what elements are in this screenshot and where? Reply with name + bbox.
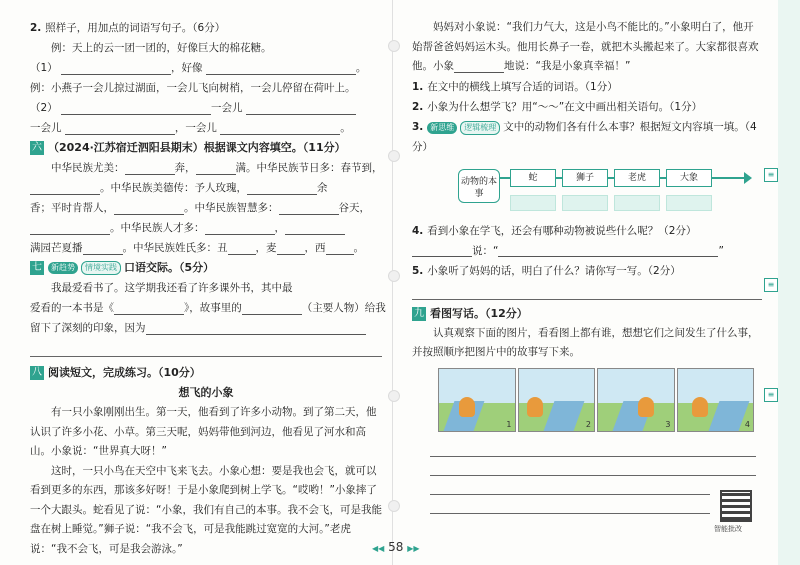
animal-lion: 狮子 <box>562 169 608 187</box>
section-number: 七 <box>32 262 42 273</box>
badge-new-thinking: 新思维 <box>427 122 457 134</box>
section-title: （2024·江苏宿迁泗阳县期末）根据课文内容填空。（11分） <box>48 141 346 154</box>
section-title: 口语交际。（5分） <box>124 261 215 274</box>
question-2: 2. 小象为什么想学飞？用“～～”在文中画出相关语句。（1分） <box>412 100 703 113</box>
question-4: 4. 看到小象在学飞，还会有哪种动物被说些什么呢？（2分） <box>412 224 697 237</box>
question-text: 文中的动物们各有什么本事？根据短文内容填一填。（4分） <box>412 120 757 153</box>
q2-title: 照样子，用加点的词语写句子。（6分） <box>45 22 226 34</box>
item-2-cont <box>30 118 382 138</box>
text: 中华民族尤美： <box>51 162 125 174</box>
example-1: 例：天上的云一团一团的，好像巨大的棉花糖。 <box>51 42 272 54</box>
ability-answer-box[interactable] <box>614 195 660 211</box>
picture-story-panels <box>438 368 754 430</box>
answer-blank[interactable] <box>61 62 171 75</box>
section-number: 八 <box>32 367 42 378</box>
writing-line[interactable] <box>430 495 710 514</box>
arrow-right-icon <box>744 172 752 184</box>
badge-scenario: 情境实践 <box>81 261 121 275</box>
sec6-line <box>30 238 382 258</box>
binding-hole <box>388 500 400 512</box>
panel-number: 2 <box>585 420 591 429</box>
item-1-mid: ，好像 <box>171 62 203 74</box>
writing-line[interactable] <box>430 476 710 495</box>
answer-blank[interactable] <box>65 122 175 135</box>
answer-blank[interactable] <box>412 244 472 257</box>
side-tab[interactable]: ≡ <box>764 278 778 292</box>
text: 》，故事里的 <box>184 302 242 314</box>
badge-new-trend: 新趋势 <box>48 262 78 274</box>
answer-blank[interactable] <box>30 182 100 195</box>
question-5: 5. 小象听了妈妈的话，明白了什么？请你写一写。（2分） <box>412 264 681 277</box>
answer-blank[interactable] <box>242 302 302 315</box>
text: 妈妈对小象说：“我们力气大，这是小鸟不能比的。”小象明白了，他开始帮爸爸妈妈运木头。他用长鼻子一卷，就把木头搬起来了。大家都很喜欢他。小象 <box>412 21 759 72</box>
text: 香；平时肯帮人， <box>30 202 114 214</box>
question-text: 小象为什么想学飞？用“～～”在文中画出相关语句。（1分） <box>427 100 703 113</box>
answer-blank[interactable] <box>277 242 305 255</box>
answer-blank[interactable] <box>326 242 354 255</box>
binding-hole <box>388 150 400 162</box>
text: 爱看的一本书是《 <box>30 302 114 314</box>
story-paragraph: 有一只小象刚刚出生。第一天，他看到了许多小动物。到了第二天，他认识了许多小花、小草。第三天呢，妈妈带他到河边，他看见了河水和高山。小象说：“世界真大呀！” <box>30 406 377 457</box>
text: ” <box>718 244 724 257</box>
answer-blank[interactable] <box>279 202 339 215</box>
story-paragraph <box>412 18 762 77</box>
section-number: 六 <box>32 142 42 153</box>
text: 说：“ <box>472 244 499 257</box>
binding-hole <box>388 390 400 402</box>
story-paragraph: 这时，一只小鸟在天空中飞来飞去。小象心想：要是我也会飞，就可以看到更多的东西，那该多好呀！于是小象爬到树上学飞。“哎哟！”小象摔了一个大跟头。蛇看见了说：“小象，我们有自己的本事。我不会飞，可是我能盘在树上睡觉。”狮子说：“我不会飞，可是我能跳过宽宽的大河。”老虎说：“我不会飞，可是我会游泳。” <box>30 464 382 555</box>
binding-hole <box>388 40 400 52</box>
section-7-header <box>30 258 382 278</box>
animal-snake: 蛇 <box>510 169 556 187</box>
question-1: 1. 在文中的横线上填写合适的词语。（1分） <box>412 80 618 93</box>
section-title: 看图写话。（12分） <box>430 306 528 320</box>
text: 地说：“我是小象真幸福！” <box>504 60 631 72</box>
picture-panel <box>597 368 675 432</box>
text: ， <box>274 222 285 234</box>
next-arrow-icon: ▶▶ <box>407 544 420 553</box>
item-2 <box>30 98 382 118</box>
text: ，西 <box>304 242 326 254</box>
sec6-line <box>30 178 382 198</box>
squirrel-icon <box>459 397 475 417</box>
writing-line[interactable] <box>430 438 756 457</box>
answer-blank[interactable] <box>246 102 356 115</box>
sec6-line <box>30 218 382 238</box>
page-footer <box>372 540 420 554</box>
answer-line[interactable] <box>412 281 762 300</box>
sec7-line <box>30 298 386 318</box>
ability-answer-box[interactable] <box>562 195 608 211</box>
squirrel-icon <box>638 397 654 417</box>
ability-answer-box[interactable] <box>510 195 556 211</box>
item-2-word: 一会儿 <box>30 122 62 134</box>
item-2-word: ，一会儿 <box>174 122 217 134</box>
sec6-line <box>30 158 382 178</box>
answer-blank[interactable] <box>125 162 175 175</box>
text: 满园芒夏播 <box>30 242 83 254</box>
animal-tiger: 老虎 <box>614 169 660 187</box>
prev-arrow-icon: ◀◀ <box>372 544 385 553</box>
squirrel-icon <box>527 397 543 417</box>
answer-blank[interactable] <box>196 162 236 175</box>
text: 满。中华民族节日多：春节到， <box>235 162 383 174</box>
period: 。 <box>355 62 367 74</box>
text: ，麦 <box>255 242 277 254</box>
text: 。中华民族人才多： <box>110 222 205 234</box>
answer-blank[interactable] <box>454 60 504 73</box>
answer-blank[interactable] <box>61 102 211 115</box>
text: （主要人物）给我 <box>301 302 386 314</box>
text: 。中华民族美德传：予人玫瑰， <box>100 182 247 194</box>
binding-holes <box>386 0 400 565</box>
question-3: 3. 新思维 逻辑梳理 文中的动物们各有什么本事？根据短文内容填一填。（4分） <box>412 120 757 153</box>
text: 谷天， <box>338 202 370 214</box>
item-1 <box>30 58 382 78</box>
question-text: 在文中的横线上填写合适的词语。（1分） <box>427 80 618 93</box>
badge-logic: 逻辑梳理 <box>460 121 500 135</box>
answer-blank[interactable] <box>220 122 340 135</box>
answer-blank[interactable] <box>114 202 184 215</box>
picture-panel <box>438 368 516 432</box>
text: 余 <box>317 182 328 194</box>
q2-heading: 2. 照样子，用加点的词语写句子。（6分） <box>30 22 226 34</box>
period: 。 <box>340 122 351 134</box>
answer-blank[interactable] <box>228 242 256 255</box>
picture-panel <box>518 368 596 432</box>
flow-label: 动物的本事 <box>458 169 500 203</box>
section-number: 九 <box>414 307 424 319</box>
binding-hole <box>388 270 400 282</box>
answer-blank[interactable] <box>30 222 110 235</box>
page-number: 58 <box>388 540 404 554</box>
panel-number: 4 <box>744 420 750 429</box>
text: 。中华民族姓氏多：丑 <box>122 242 228 254</box>
writing-line[interactable] <box>430 457 756 476</box>
section-6-header <box>30 138 382 158</box>
section-8-header <box>30 363 382 383</box>
qr-code-icon[interactable] <box>720 490 752 522</box>
left-column <box>30 18 386 559</box>
sec6-line <box>30 198 382 218</box>
text: 奔， <box>174 162 196 174</box>
story-title: 想飞的小象 <box>178 386 234 399</box>
sec7-line <box>30 318 382 338</box>
question-text: 小象听了妈妈的话，明白了什么？请你写一写。（2分） <box>427 264 681 277</box>
section-9-instructions: 认真观察下面的图片，看看图上都有谁，想想它们之间发生了什么事，并按照顺序把图片中的故事写下来。 <box>412 326 759 358</box>
example-2: 例：小燕子一会儿掠过湖面，一会儿飞向树梢，一会儿停留在荷叶上。 <box>30 82 356 94</box>
answer-blank[interactable] <box>285 222 345 235</box>
side-tab[interactable]: ≡ <box>764 168 778 182</box>
item-2-label: （2） <box>30 102 58 114</box>
side-tabs <box>764 168 778 498</box>
item-1-label: （1） <box>30 62 58 74</box>
ability-answer-box[interactable] <box>666 195 712 211</box>
answer-blank[interactable] <box>146 322 366 335</box>
text: 留下了深刻的印象，因为 <box>30 322 146 334</box>
answer-blank[interactable] <box>206 62 356 75</box>
sec7-text: 我最爱看书了。这学期我还看了许多课外书，其中最 <box>51 282 293 294</box>
margin-strip <box>778 0 800 565</box>
item-2-mid: 一会儿 <box>211 102 243 114</box>
q4-answer <box>412 241 762 261</box>
text: 。 <box>353 242 364 254</box>
side-tab[interactable]: ≡ <box>764 388 778 402</box>
answer-line[interactable] <box>30 338 382 357</box>
question-text: 看到小象在学飞，还会有哪种动物被说些什么呢？（2分） <box>427 224 697 237</box>
answer-blank[interactable] <box>83 242 123 255</box>
section-9-header <box>412 304 762 324</box>
text: 。中华民族智慧多： <box>184 202 279 214</box>
writing-lines <box>430 438 756 514</box>
animal-elephant: 大象 <box>666 169 712 187</box>
squirrel-icon <box>692 397 708 417</box>
answer-blank[interactable] <box>205 222 275 235</box>
picture-panel <box>677 368 755 432</box>
animal-ability-chart <box>458 163 758 213</box>
section-title: 阅读短文，完成练习。（10分） <box>48 366 201 379</box>
panel-number: 1 <box>506 420 512 429</box>
answer-blank[interactable] <box>498 244 718 257</box>
answer-blank[interactable] <box>114 302 184 315</box>
qr-label: 智能批改 <box>714 525 742 533</box>
answer-blank[interactable] <box>247 182 317 195</box>
panel-number: 3 <box>665 420 671 429</box>
